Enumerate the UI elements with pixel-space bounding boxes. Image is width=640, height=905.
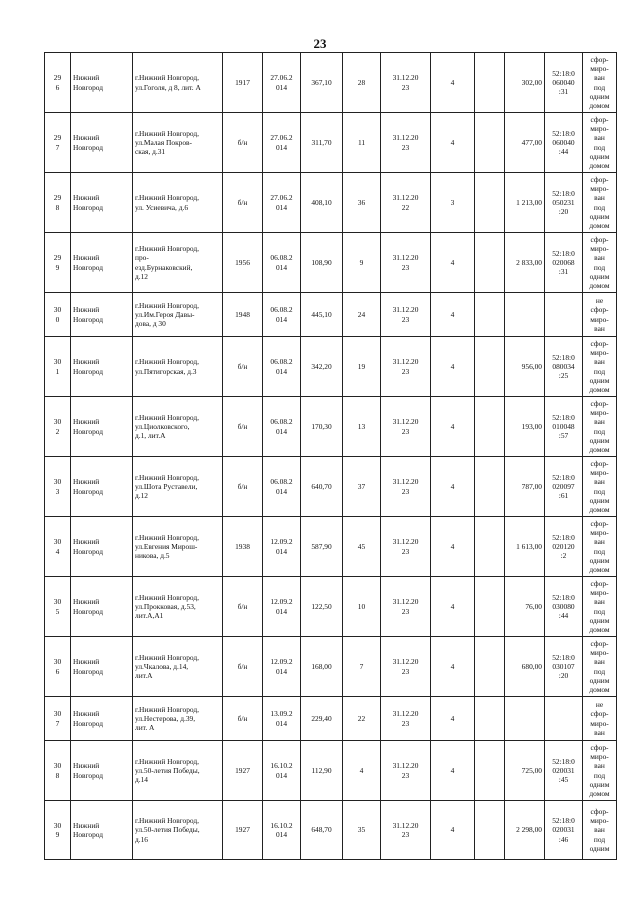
class-cell: 4: [431, 113, 475, 173]
date-cell: 27.06.2 014: [263, 173, 301, 233]
address-cell: г.Нижний Новгород, ул.Чкалова, д.14, лит.А: [133, 637, 223, 697]
year-cell: 1917: [223, 53, 263, 113]
class-cell: 4: [431, 397, 475, 457]
cadastral-cell: 52:18:0 020031 :46: [545, 801, 583, 860]
table-row: [45, 741, 617, 801]
note-cell: сфор- миро- ван под одним домом: [583, 517, 617, 577]
row-number-cell: 30 0: [45, 293, 71, 337]
table-row: [45, 53, 617, 113]
row-number-cell: 29 6: [45, 53, 71, 113]
value-cell: 787,00: [505, 457, 545, 517]
end-date-cell: 31.12.20 22: [381, 173, 431, 233]
count-cell: 10: [343, 577, 381, 637]
empty-cell: [475, 337, 505, 397]
year-cell: б/н: [223, 337, 263, 397]
value-cell: 956,00: [505, 337, 545, 397]
city-cell: Нижний Новгород: [71, 113, 133, 173]
empty-cell: [475, 233, 505, 293]
row-number-cell: 30 1: [45, 337, 71, 397]
row-number-cell: 30 9: [45, 801, 71, 860]
cadastral-cell: 52:18:0 010048 :57: [545, 397, 583, 457]
city-cell: Нижний Новгород: [71, 53, 133, 113]
count-cell: 37: [343, 457, 381, 517]
row-number-cell: 30 5: [45, 577, 71, 637]
count-cell: 24: [343, 293, 381, 337]
end-date-cell: 31.12.20 23: [381, 517, 431, 577]
date-cell: 16.10.2 014: [263, 741, 301, 801]
empty-cell: [475, 53, 505, 113]
table-row: [45, 577, 617, 637]
count-cell: 7: [343, 637, 381, 697]
end-date-cell: 31.12.20 23: [381, 113, 431, 173]
empty-cell: [475, 173, 505, 233]
table-row: [45, 517, 617, 577]
cadastral-cell: 52:18:0 060040 :44: [545, 113, 583, 173]
cadastral-cell: 52:18:0 060040 :31: [545, 53, 583, 113]
area-cell: 122,50: [301, 577, 343, 637]
end-date-cell: 31.12.20 23: [381, 293, 431, 337]
date-cell: 12.09.2 014: [263, 637, 301, 697]
area-cell: 445,10: [301, 293, 343, 337]
note-cell: сфор- миро- ван под одним домом: [583, 741, 617, 801]
table-row: [45, 637, 617, 697]
class-cell: 4: [431, 53, 475, 113]
note-cell: сфор- миро- ван под одним домом: [583, 637, 617, 697]
year-cell: б/н: [223, 173, 263, 233]
date-cell: 16.10.2 014: [263, 801, 301, 860]
cadastral-cell: 52:18:0 020097 :61: [545, 457, 583, 517]
city-cell: Нижний Новгород: [71, 741, 133, 801]
note-cell: сфор- миро- ван под одним домом: [583, 173, 617, 233]
row-number-cell: 30 6: [45, 637, 71, 697]
page-number: 23: [313, 36, 327, 51]
count-cell: 4: [343, 741, 381, 801]
year-cell: 1956: [223, 233, 263, 293]
address-cell: г.Нижний Новгород, ул.Нестерова, д.39, лит. А: [133, 697, 223, 741]
row-number-cell: 30 2: [45, 397, 71, 457]
value-cell: 725,00: [505, 741, 545, 801]
year-cell: б/н: [223, 397, 263, 457]
class-cell: 4: [431, 741, 475, 801]
cadastral-cell: 52:18:0 020031 :45: [545, 741, 583, 801]
value-cell: [505, 293, 545, 337]
area-cell: 229,40: [301, 697, 343, 741]
city-cell: Нижний Новгород: [71, 577, 133, 637]
note-cell: сфор- миро- ван под одним домом: [583, 233, 617, 293]
note-cell: сфор- миро- ван под одним домом: [583, 397, 617, 457]
year-cell: б/н: [223, 697, 263, 741]
empty-cell: [475, 801, 505, 860]
end-date-cell: 31.12.20 23: [381, 697, 431, 741]
value-cell: 680,00: [505, 637, 545, 697]
empty-cell: [475, 457, 505, 517]
city-cell: Нижний Новгород: [71, 337, 133, 397]
date-cell: 06.08.2 014: [263, 337, 301, 397]
address-cell: г.Нижний Новгород, ул.Им.Героя Давы- дова, д 30: [133, 293, 223, 337]
end-date-cell: 31.12.20 23: [381, 741, 431, 801]
city-cell: Нижний Новгород: [71, 397, 133, 457]
city-cell: Нижний Новгород: [71, 697, 133, 741]
count-cell: 45: [343, 517, 381, 577]
area-cell: 640,70: [301, 457, 343, 517]
row-number-cell: 30 4: [45, 517, 71, 577]
count-cell: 36: [343, 173, 381, 233]
address-cell: г.Нижний Новгород, ул.Циолковского, д.1, лит.А: [133, 397, 223, 457]
date-cell: 06.08.2 014: [263, 293, 301, 337]
end-date-cell: 31.12.20 23: [381, 53, 431, 113]
address-cell: г.Нижний Новгород, ул.Пятигорская, д.3: [133, 337, 223, 397]
area-cell: 367,10: [301, 53, 343, 113]
year-cell: б/н: [223, 577, 263, 637]
date-cell: 12.09.2 014: [263, 517, 301, 577]
table-row: [45, 457, 617, 517]
table-row: [45, 697, 617, 741]
row-number-cell: 30 7: [45, 697, 71, 741]
note-cell: сфор- миро- ван под одним домом: [583, 53, 617, 113]
empty-cell: [475, 293, 505, 337]
address-cell: г.Нижний Новгород, ул.Малая Покров- ская, д.31: [133, 113, 223, 173]
year-cell: б/н: [223, 637, 263, 697]
class-cell: 4: [431, 457, 475, 517]
address-cell: г.Нижний Новгород, ул.Прокковая, д.53, лит.А,А1: [133, 577, 223, 637]
row-number-cell: 29 8: [45, 173, 71, 233]
end-date-cell: 31.12.20 23: [381, 577, 431, 637]
address-cell: г.Нижний Новгород, про- езд.Бурнаковский, д.12: [133, 233, 223, 293]
cadastral-cell: [545, 293, 583, 337]
value-cell: 2 298,00: [505, 801, 545, 860]
city-cell: Нижний Новгород: [71, 517, 133, 577]
row-number-cell: 29 9: [45, 233, 71, 293]
empty-cell: [475, 397, 505, 457]
class-cell: 4: [431, 697, 475, 741]
end-date-cell: 31.12.20 23: [381, 801, 431, 860]
city-cell: Нижний Новгород: [71, 233, 133, 293]
area-cell: 108,90: [301, 233, 343, 293]
class-cell: 3: [431, 173, 475, 233]
class-cell: 4: [431, 233, 475, 293]
year-cell: 1927: [223, 801, 263, 860]
date-cell: 06.08.2 014: [263, 457, 301, 517]
end-date-cell: 31.12.20 23: [381, 397, 431, 457]
address-cell: г.Нижний Новгород, ул.50-летия Победы, д.16: [133, 801, 223, 860]
cadastral-cell: 52:18:0 030107 :20: [545, 637, 583, 697]
table-row: [45, 337, 617, 397]
empty-cell: [475, 113, 505, 173]
cadastral-cell: 52:18:0 020120 :2: [545, 517, 583, 577]
table-row: [45, 801, 617, 860]
note-cell: сфор- миро- ван под одним домом: [583, 577, 617, 637]
class-cell: 4: [431, 637, 475, 697]
cadastral-cell: 52:18:0 020068 :31: [545, 233, 583, 293]
empty-cell: [475, 697, 505, 741]
note-cell: сфор- миро- ван под одним домом: [583, 457, 617, 517]
note-cell: сфор- миро- ван под одним домом: [583, 113, 617, 173]
cadastral-cell: 52:18:0 080034 :25: [545, 337, 583, 397]
table-row: [45, 293, 617, 337]
empty-cell: [475, 637, 505, 697]
end-date-cell: 31.12.20 23: [381, 233, 431, 293]
empty-cell: [475, 577, 505, 637]
value-cell: 193,00: [505, 397, 545, 457]
building-registry-table: [44, 52, 617, 860]
row-number-cell: 30 3: [45, 457, 71, 517]
end-date-cell: 31.12.20 23: [381, 637, 431, 697]
value-cell: [505, 697, 545, 741]
class-cell: 4: [431, 293, 475, 337]
area-cell: 170,30: [301, 397, 343, 457]
date-cell: 13.09.2 014: [263, 697, 301, 741]
class-cell: 4: [431, 801, 475, 860]
area-cell: 648,70: [301, 801, 343, 860]
address-cell: г.Нижний Новгород, ул.Шота Руставели, д.12: [133, 457, 223, 517]
note-cell: сфор- миро- ван под одним домом: [583, 337, 617, 397]
area-cell: 112,90: [301, 741, 343, 801]
cadastral-cell: 52:18:0 050231 :20: [545, 173, 583, 233]
date-cell: 06.08.2 014: [263, 233, 301, 293]
address-cell: г.Нижний Новгород, ул. Усиевича, д.6: [133, 173, 223, 233]
city-cell: Нижний Новгород: [71, 293, 133, 337]
value-cell: 1 213,00: [505, 173, 545, 233]
city-cell: Нижний Новгород: [71, 457, 133, 517]
count-cell: 11: [343, 113, 381, 173]
area-cell: 311,70: [301, 113, 343, 173]
class-cell: 4: [431, 337, 475, 397]
count-cell: 19: [343, 337, 381, 397]
value-cell: 76,00: [505, 577, 545, 637]
value-cell: 2 833,00: [505, 233, 545, 293]
value-cell: 302,00: [505, 53, 545, 113]
empty-cell: [475, 517, 505, 577]
note-cell: сфор- миро- ван под одним: [583, 801, 617, 860]
row-number-cell: 29 7: [45, 113, 71, 173]
row-number-cell: 30 8: [45, 741, 71, 801]
address-cell: г.Нижний Новгород, ул.Гоголя, д 8, лит. А: [133, 53, 223, 113]
class-cell: 4: [431, 517, 475, 577]
city-cell: Нижний Новгород: [71, 801, 133, 860]
address-cell: г.Нижний Новгород, ул.Евгения Мирош- никова, д.5: [133, 517, 223, 577]
year-cell: 1948: [223, 293, 263, 337]
note-cell: не сфор- миро- ван: [583, 697, 617, 741]
area-cell: 168,00: [301, 637, 343, 697]
city-cell: Нижний Новгород: [71, 637, 133, 697]
area-cell: 408,10: [301, 173, 343, 233]
table-row: [45, 113, 617, 173]
value-cell: 1 613,00: [505, 517, 545, 577]
count-cell: 22: [343, 697, 381, 741]
cadastral-cell: 52:18:0 030080 :44: [545, 577, 583, 637]
note-cell: не сфор- миро- ван: [583, 293, 617, 337]
year-cell: б/н: [223, 457, 263, 517]
year-cell: 1938: [223, 517, 263, 577]
year-cell: б/н: [223, 113, 263, 173]
date-cell: 27.06.2 014: [263, 53, 301, 113]
year-cell: 1927: [223, 741, 263, 801]
area-cell: 587,90: [301, 517, 343, 577]
end-date-cell: 31.12.20 23: [381, 457, 431, 517]
cadastral-cell: [545, 697, 583, 741]
date-cell: 27.06.2 014: [263, 113, 301, 173]
end-date-cell: 31.12.20 23: [381, 337, 431, 397]
date-cell: 06.08.2 014: [263, 397, 301, 457]
count-cell: 13: [343, 397, 381, 457]
count-cell: 28: [343, 53, 381, 113]
city-cell: Нижний Новгород: [71, 173, 133, 233]
count-cell: 35: [343, 801, 381, 860]
empty-cell: [475, 741, 505, 801]
table-row: [45, 233, 617, 293]
area-cell: 342,20: [301, 337, 343, 397]
date-cell: 12.09.2 014: [263, 577, 301, 637]
count-cell: 9: [343, 233, 381, 293]
address-cell: г.Нижний Новгород, ул.50-летия Победы, д.14: [133, 741, 223, 801]
value-cell: 477,00: [505, 113, 545, 173]
table-row: [45, 397, 617, 457]
class-cell: 4: [431, 577, 475, 637]
table-row: [45, 173, 617, 233]
